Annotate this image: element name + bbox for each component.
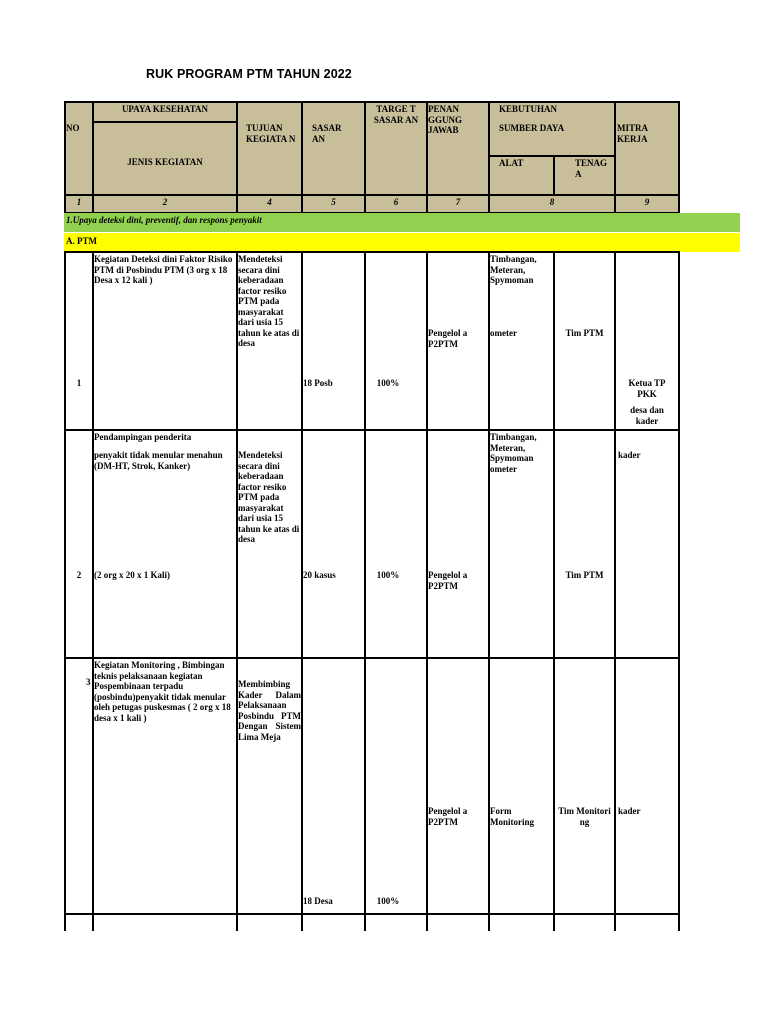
- row1-sasaran: 18 Posb: [303, 378, 333, 388]
- col-border: [488, 251, 490, 931]
- col-border: [64, 251, 66, 931]
- header-divider: [488, 155, 615, 157]
- col-border: [614, 251, 616, 931]
- header-tujuan: TUJUAN KEGIATA N: [246, 123, 296, 144]
- row-border: [64, 657, 680, 659]
- row1-alat-a: Timbangan, Meteran, Spymoman: [490, 254, 537, 285]
- header-divider: [92, 121, 237, 123]
- header-mitra: MITRA KERJA: [617, 123, 648, 144]
- section-title: 1.Upaya deteksi dini, preventif, dan respons penyakit: [66, 215, 262, 225]
- section-band-yellow: [64, 233, 740, 252]
- header-sasaran: SASAR AN: [312, 123, 342, 144]
- row1-mitra-a: Ketua TP PKK: [628, 378, 666, 399]
- row3-tenaga: Tim Monitori ng: [558, 806, 611, 827]
- row1-mitra-b: desa dan kader: [630, 405, 664, 426]
- header-no: NO: [66, 123, 80, 133]
- row2-mitra: kader: [618, 450, 641, 460]
- row1-tenaga: Tim PTM: [565, 328, 604, 338]
- col-border: [364, 251, 366, 931]
- header-divider: [553, 155, 555, 196]
- row2-no: 2: [76, 570, 82, 580]
- header-tenaga: TENAG A: [575, 158, 608, 179]
- header-penanggung: PENAN GGUNG JAWAB: [428, 104, 463, 135]
- colnum: 5: [331, 197, 336, 207]
- row2-alat: Timbangan, Meteran, Spymoman ometer: [490, 432, 537, 474]
- header-target: TARGE T SASAR AN: [373, 104, 419, 125]
- row2-kegiatan-a: Pendampingan penderita: [94, 432, 192, 442]
- header-upaya: UPAYA KESEHATAN: [121, 104, 209, 114]
- header-kebutuhan: KEBUTUHAN: [499, 104, 558, 114]
- header-jenis: JENIS KEGIATAN: [127, 157, 203, 167]
- row3-mitra: kader: [618, 806, 641, 816]
- col-border: [92, 251, 94, 931]
- row1-no: 1: [76, 378, 82, 388]
- col-border: [301, 251, 303, 931]
- row1-target: 100%: [376, 378, 400, 388]
- colnum: 1: [76, 197, 82, 207]
- row2-tujuan: Mendeteksi secara dini keberadaan factor resiko PTM pada masyarakat dari usia 15 tahun ke atas di desa: [238, 450, 300, 544]
- col-border: [426, 251, 428, 931]
- colnum: 2: [162, 197, 168, 207]
- colnum: 6: [393, 197, 399, 207]
- row3-no: 3: [86, 677, 91, 687]
- col-border: [553, 251, 555, 931]
- row3-tujuan: Membimbing Kader Dalam Pelaksanaan Posbindu PTM Dengan Sistem Lima Meja: [238, 679, 301, 742]
- col-border: [678, 251, 680, 931]
- page-title: RUK PROGRAM PTM TAHUN 2022: [146, 67, 352, 81]
- row2-target: 100%: [376, 570, 400, 580]
- subsection-title: A. PTM: [66, 236, 97, 246]
- colnum: 8: [549, 197, 555, 207]
- header-alat: ALAT: [499, 158, 524, 168]
- row2-kegiatan-b: penyakit tidak menular menahun (DM-HT, Strok, Kanker): [94, 450, 223, 471]
- row2-tenaga: Tim PTM: [565, 570, 604, 580]
- row-border: [64, 251, 680, 253]
- row2-kegiatan-c: (2 org x 20 x 1 Kali): [94, 570, 170, 580]
- colnum: 7: [455, 197, 461, 207]
- colnum: 9: [644, 197, 650, 207]
- row-border: [64, 429, 680, 431]
- row2-sasaran: 20 kasus: [303, 570, 336, 580]
- row-border: [64, 913, 680, 915]
- row3-sasaran: 18 Desa: [303, 896, 333, 906]
- row3-kegiatan: Kegiatan Monitoring , Bimbingan teknis pelaksanaan kegiatan Pospembinaan terpadu (posbindu)penyakit tidak menular oleh petugas puskesmas ( 2 org x 18 desa x 1 kali ): [94, 660, 231, 723]
- row3-target: 100%: [376, 896, 400, 906]
- row3-alat: Form Monitoring: [490, 806, 534, 827]
- row1-alat-b: ometer: [490, 328, 517, 338]
- col-border: [236, 251, 238, 931]
- row1-tujuan: Mendeteksi secara dini keberadaan factor resiko PTM pada masyarakat dari usia 15 tahun ke atas di desa: [238, 254, 300, 348]
- row2-pj: Pengelol a P2PTM: [428, 570, 468, 591]
- header-divider: [64, 194, 680, 196]
- colnum: 4: [267, 197, 272, 207]
- header-sumber: SUMBER DAYA: [499, 123, 565, 133]
- row1-pj: Pengelol a P2PTM: [428, 328, 468, 349]
- row1-kegiatan: Kegiatan Deteksi dini Faktor Risiko PTM di Posbindu PTM (3 org x 18 Desa x 12 kali ): [94, 254, 233, 285]
- row3-pj: Pengelol a P2PTM: [428, 806, 468, 827]
